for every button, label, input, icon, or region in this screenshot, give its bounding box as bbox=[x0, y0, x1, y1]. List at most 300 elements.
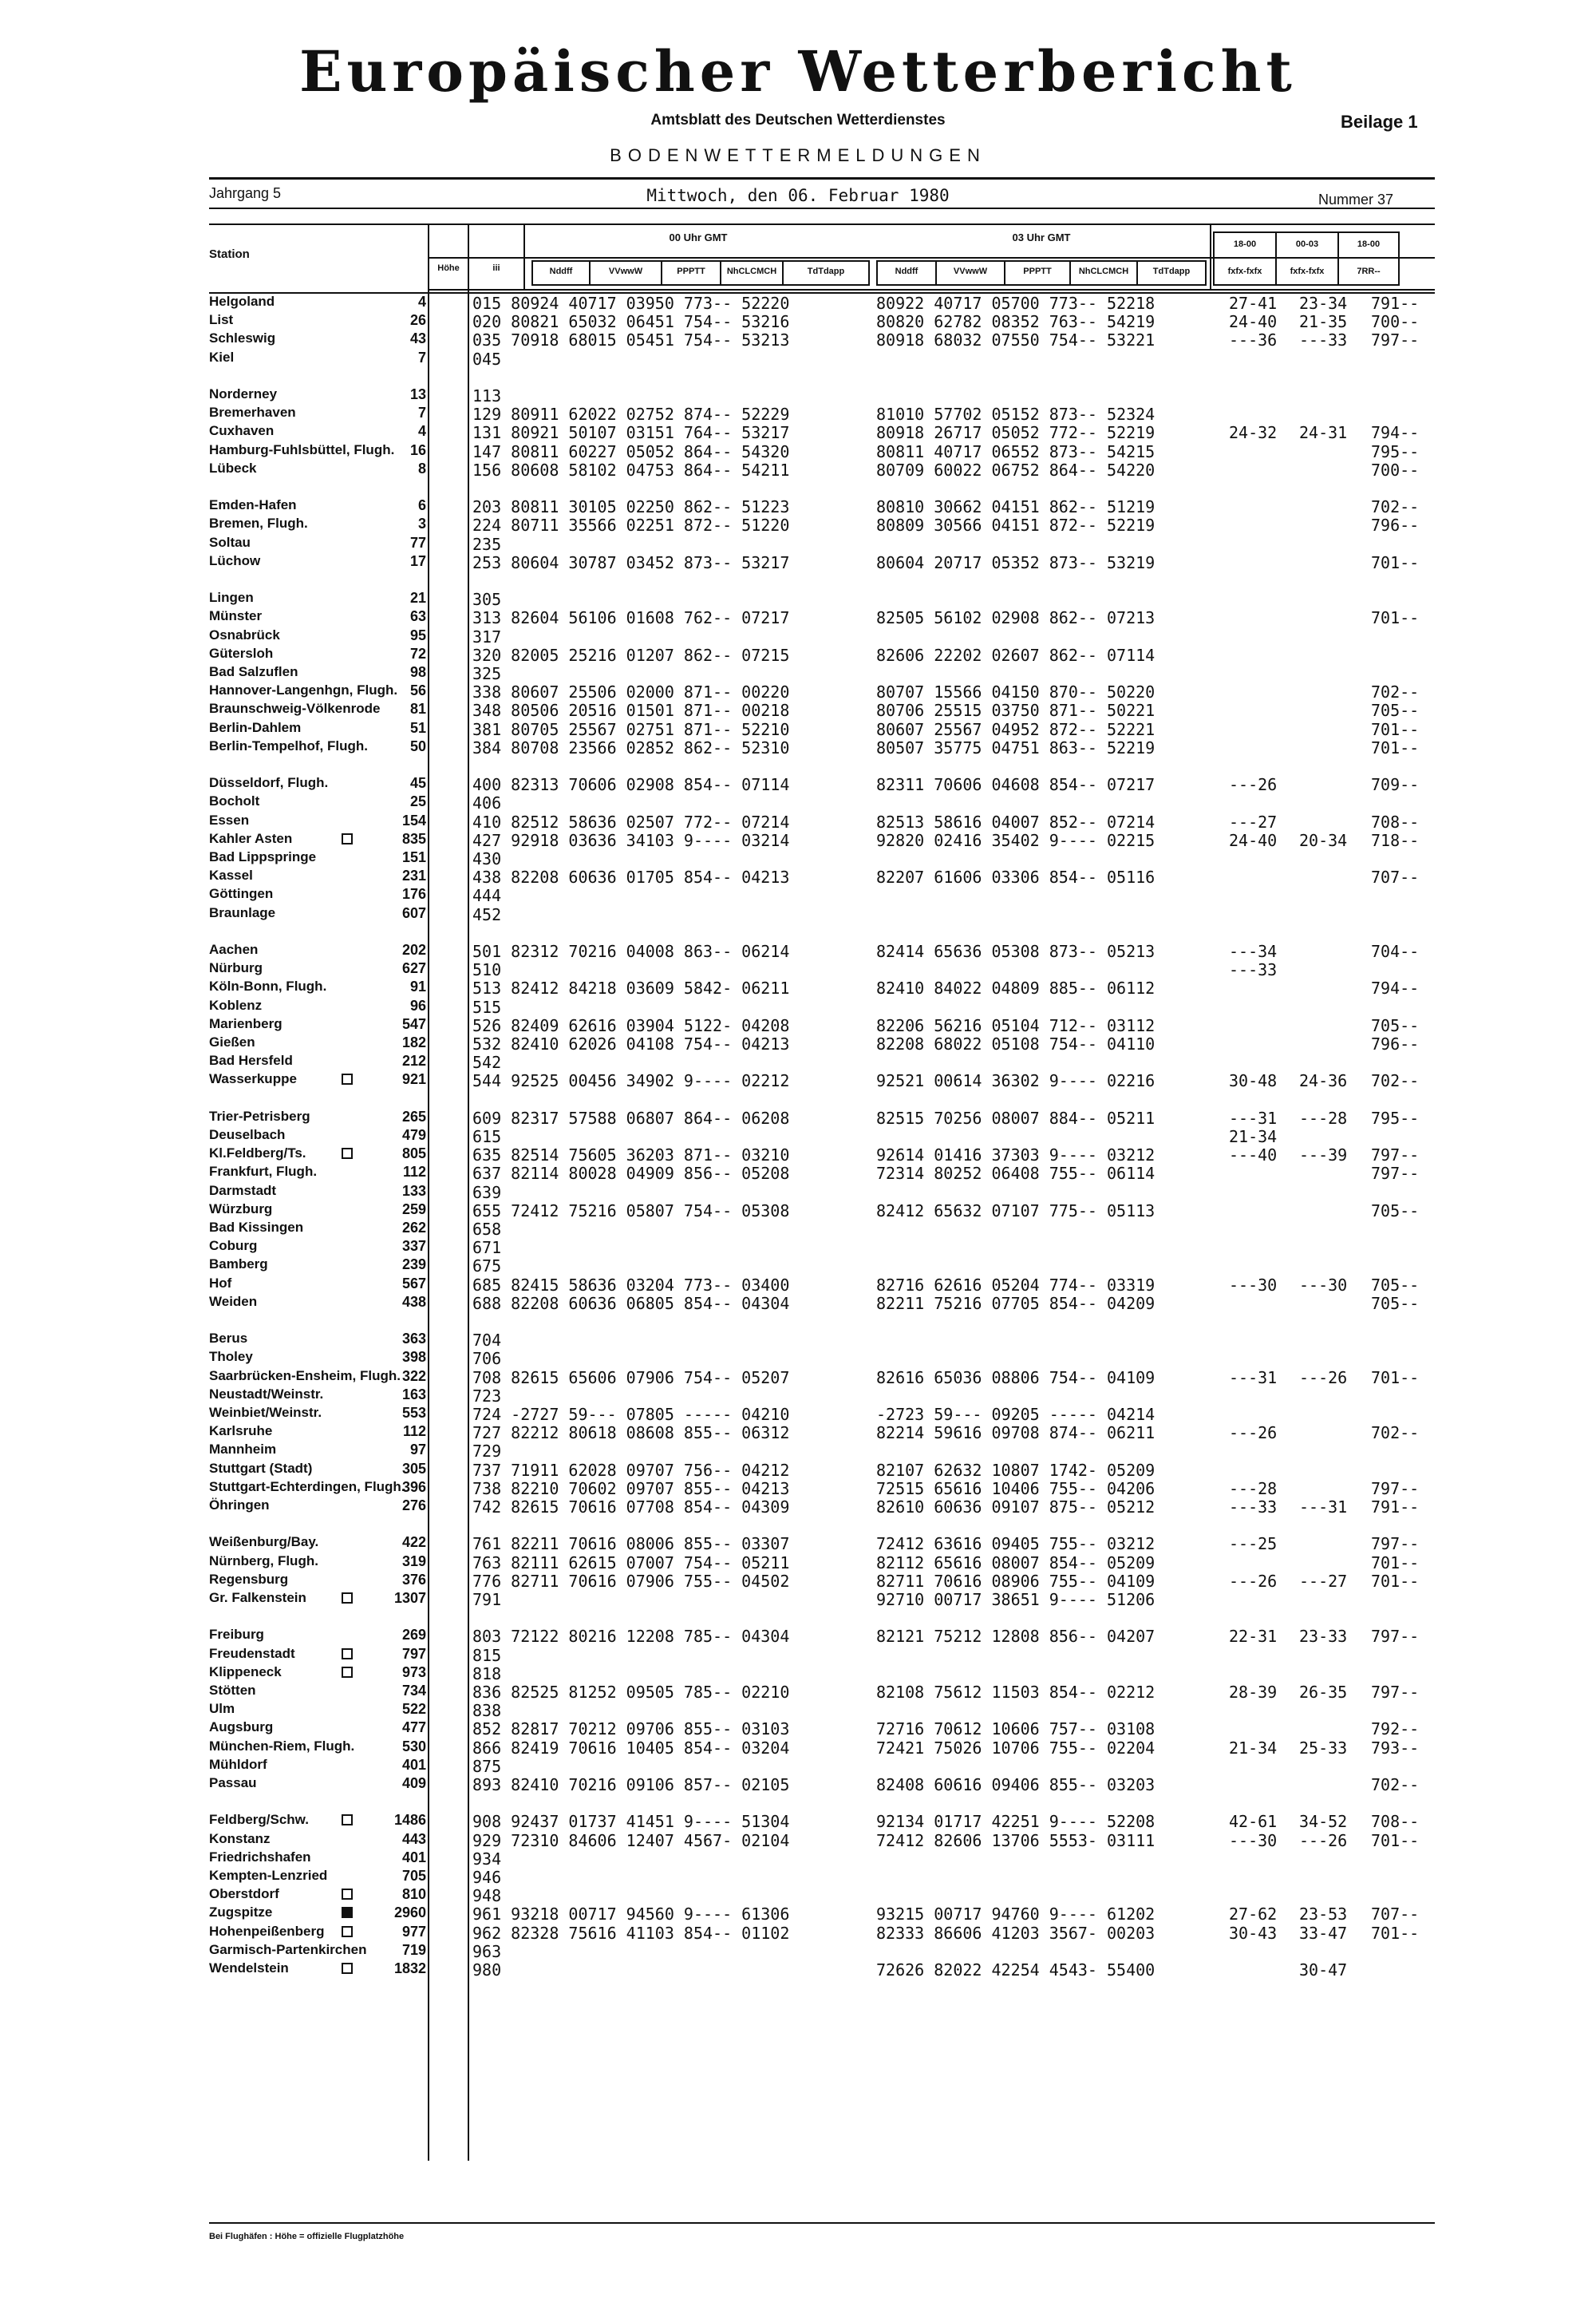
mountain-station-icon bbox=[342, 1889, 353, 1900]
gust-18-00: ---30 bbox=[1229, 1830, 1278, 1850]
station-height: 95 bbox=[409, 627, 426, 643]
obs-00-gmt: 348 80506 20516 01501 871-- 00218 bbox=[472, 701, 790, 721]
gust-00-03: 21-35 bbox=[1299, 312, 1348, 332]
obs-00-gmt: 400 82313 70606 02908 854-- 07114 bbox=[472, 775, 790, 795]
obs-03-gmt: 82711 70616 08906 755-- 04109 bbox=[876, 1571, 1156, 1591]
station-height: 477 bbox=[401, 1719, 426, 1736]
station-height: 51 bbox=[409, 719, 426, 736]
station-height: 265 bbox=[401, 1108, 426, 1125]
station-name: Kassel bbox=[209, 868, 253, 884]
header-clouds-00: NhCLCMCH bbox=[726, 267, 777, 276]
obs-00-gmt: 156 80608 58102 04753 864-- 54211 bbox=[472, 460, 790, 480]
station-name: Stötten bbox=[209, 1683, 256, 1698]
obs-03-gmt: 82610 60636 09107 875-- 05212 bbox=[876, 1497, 1156, 1517]
obs-03-gmt: 82616 65036 08806 754-- 04109 bbox=[876, 1367, 1156, 1387]
station-height: 91 bbox=[409, 979, 426, 995]
station-name: Bad Kissingen bbox=[209, 1220, 304, 1235]
obs-03-gmt: 82505 56102 02908 862-- 07213 bbox=[876, 608, 1156, 628]
station-name: Braunlage bbox=[209, 904, 276, 920]
rain-18-00: 797-- bbox=[1371, 1627, 1420, 1647]
gust-18-00: 28-39 bbox=[1229, 1683, 1278, 1702]
header-station: Station bbox=[209, 247, 250, 261]
rain-18-00: 700-- bbox=[1371, 460, 1420, 480]
station-name: Stuttgart (Stadt) bbox=[209, 1460, 313, 1476]
station-height: 262 bbox=[401, 1220, 426, 1236]
rain-18-00: 797-- bbox=[1371, 1145, 1420, 1165]
obs-00-gmt: 929 72310 84606 12407 4567- 02104 bbox=[472, 1830, 790, 1850]
station-height: 443 bbox=[401, 1830, 426, 1847]
station-height: 26 bbox=[409, 312, 426, 329]
gust-18-00: 22-31 bbox=[1229, 1627, 1278, 1647]
obs-00-gmt: 325 bbox=[472, 664, 502, 683]
obs-00-gmt: 544 92525 00456 34902 9---- 02212 bbox=[472, 1071, 790, 1091]
gust-18-00: 27-41 bbox=[1229, 294, 1278, 313]
rain-18-00: 797-- bbox=[1371, 330, 1420, 350]
rain-18-00: 702-- bbox=[1371, 497, 1420, 517]
mountain-station-icon bbox=[342, 1963, 353, 1974]
obs-00-gmt: 035 70918 68015 05451 754-- 53213 bbox=[472, 330, 790, 350]
obs-03-gmt: 72412 82606 13706 5553- 03111 bbox=[876, 1830, 1156, 1850]
obs-00-gmt: 706 bbox=[472, 1349, 502, 1369]
station-name: Berlin-Tempelhof, Flugh. bbox=[209, 738, 368, 753]
gust-18-00: ---25 bbox=[1229, 1534, 1278, 1554]
obs-03-gmt: 82208 68022 05108 754-- 04110 bbox=[876, 1034, 1156, 1054]
station-height: 921 bbox=[401, 1071, 426, 1088]
obs-03-gmt: 82121 75212 12808 856-- 04207 bbox=[876, 1627, 1156, 1647]
station-name: Aachen bbox=[209, 942, 259, 957]
obs-00-gmt: 639 bbox=[472, 1182, 502, 1202]
rain-18-00: 794-- bbox=[1371, 423, 1420, 443]
station-name: Nürnberg, Flugh. bbox=[209, 1552, 318, 1568]
station-name: Mannheim bbox=[209, 1442, 277, 1458]
rain-18-00: 791-- bbox=[1371, 294, 1420, 313]
gust-18-00: 24-40 bbox=[1229, 312, 1278, 332]
gust-18-00: ---26 bbox=[1229, 1423, 1278, 1443]
obs-03-gmt: 72515 65616 10406 755-- 04206 bbox=[876, 1478, 1156, 1498]
station-name: Neustadt/Weinstr. bbox=[209, 1386, 324, 1402]
obs-00-gmt: 427 92918 03636 34103 9---- 03214 bbox=[472, 830, 790, 850]
obs-03-gmt: 92614 01416 37303 9---- 03212 bbox=[876, 1145, 1156, 1165]
obs-00-gmt: 961 93218 00717 94560 9---- 61306 bbox=[472, 1904, 790, 1924]
station-name: List bbox=[209, 312, 234, 328]
obs-00-gmt: 320 82005 25216 01207 862-- 07215 bbox=[472, 645, 790, 665]
station-height: 269 bbox=[401, 1627, 426, 1643]
rain-18-00: 701-- bbox=[1371, 1552, 1420, 1572]
station-name: Augsburg bbox=[209, 1719, 274, 1735]
header-clouds-03: NhCLCMCH bbox=[1078, 267, 1129, 276]
header-dewpoint-00: TdTdapp bbox=[807, 267, 845, 276]
gust-00-03: 34-52 bbox=[1299, 1812, 1348, 1832]
obs-00-gmt: 723 bbox=[472, 1386, 502, 1406]
obs-00-gmt: 224 80711 35566 02251 872-- 51220 bbox=[472, 516, 790, 536]
station-height: 7 bbox=[417, 349, 426, 366]
station-height: 112 bbox=[402, 1423, 426, 1440]
obs-03-gmt: 80607 25567 04952 872-- 52221 bbox=[876, 719, 1156, 739]
station-height: 547 bbox=[401, 1015, 426, 1032]
obs-03-gmt: 72412 63616 09405 755-- 03212 bbox=[876, 1534, 1156, 1554]
station-name: Klippeneck bbox=[209, 1663, 282, 1679]
station-height: 13 bbox=[409, 386, 426, 402]
obs-00-gmt: 020 80821 65032 06451 754-- 53216 bbox=[472, 312, 790, 332]
obs-00-gmt: 131 80921 50107 03151 764-- 53217 bbox=[472, 423, 790, 443]
station-name: Freudenstadt bbox=[209, 1645, 295, 1661]
obs-00-gmt: 948 bbox=[472, 1886, 502, 1906]
station-height: 151 bbox=[401, 849, 426, 865]
obs-03-gmt: 80811 40717 06552 873-- 54215 bbox=[876, 441, 1156, 461]
gust-00-03: 23-53 bbox=[1299, 1904, 1348, 1924]
station-height: 973 bbox=[401, 1663, 426, 1680]
station-height: 363 bbox=[401, 1331, 426, 1347]
obs-00-gmt: 815 bbox=[472, 1645, 502, 1665]
station-height: 45 bbox=[409, 775, 426, 792]
gust-18-00: ---33 bbox=[1229, 1497, 1278, 1517]
rain-18-00: 705-- bbox=[1371, 1015, 1420, 1035]
gust-00-03: 33-47 bbox=[1299, 1923, 1348, 1943]
station-name: Zugspitze bbox=[209, 1904, 273, 1920]
station-name: Weiden bbox=[209, 1293, 258, 1309]
rain-18-00: 797-- bbox=[1371, 1534, 1420, 1554]
obs-03-gmt: 72314 80252 06408 755-- 06114 bbox=[876, 1164, 1156, 1184]
station-name: Deuselbach bbox=[209, 1127, 286, 1142]
obs-00-gmt: 685 82415 58636 03204 773-- 03400 bbox=[472, 1275, 790, 1295]
footnote: Bei Flughäfen : Höhe = offizielle Flugplatzhöhe bbox=[209, 2232, 405, 2241]
station-height: 276 bbox=[401, 1497, 426, 1513]
gust-00-03: ---33 bbox=[1299, 330, 1348, 350]
gust-00-03: 20-34 bbox=[1299, 830, 1348, 850]
rain-18-00: 705-- bbox=[1371, 1200, 1420, 1220]
station-name: Lüchow bbox=[209, 552, 261, 568]
station-height: 63 bbox=[409, 608, 426, 625]
station-height: 567 bbox=[401, 1275, 426, 1291]
station-name: Bamberg bbox=[209, 1256, 268, 1272]
station-height: 522 bbox=[401, 1701, 426, 1718]
station-height: 1307 bbox=[393, 1590, 426, 1606]
header-fx-1: fxfx-fxfx bbox=[1227, 267, 1262, 276]
obs-00-gmt: 045 bbox=[472, 349, 502, 369]
obs-03-gmt: 82513 58616 04007 852-- 07214 bbox=[876, 812, 1156, 832]
rain-18-00: 701-- bbox=[1371, 1367, 1420, 1387]
station-height: 239 bbox=[401, 1256, 426, 1273]
station-name: Marienberg bbox=[209, 1015, 282, 1031]
station-name: Kempten-Lenzried bbox=[209, 1868, 328, 1883]
obs-00-gmt: 818 bbox=[472, 1663, 502, 1683]
rain-18-00: 793-- bbox=[1371, 1738, 1420, 1758]
station-name: Würzburg bbox=[209, 1200, 273, 1216]
header-03-gmt: 03 Uhr GMT bbox=[1012, 231, 1071, 243]
station-name: Coburg bbox=[209, 1238, 258, 1254]
obs-00-gmt: 763 82111 62615 07007 754-- 05211 bbox=[472, 1552, 790, 1572]
mountain-station-icon bbox=[342, 1926, 353, 1937]
station-name: Bremerhaven bbox=[209, 405, 296, 421]
station-height: 133 bbox=[401, 1182, 426, 1199]
obs-00-gmt: 501 82312 70216 04008 863-- 06214 bbox=[472, 942, 790, 961]
obs-00-gmt: 542 bbox=[472, 1053, 502, 1073]
gust-18-00: 30-43 bbox=[1229, 1923, 1278, 1943]
header-7rr: 7RR-- bbox=[1357, 267, 1381, 276]
station-height: 398 bbox=[401, 1349, 426, 1366]
station-height: 2960 bbox=[393, 1904, 426, 1921]
rain-18-00: 709-- bbox=[1371, 775, 1420, 795]
obs-00-gmt: 637 82114 80028 04909 856-- 05208 bbox=[472, 1164, 790, 1184]
obs-00-gmt: 203 80811 30105 02250 862-- 51223 bbox=[472, 497, 790, 517]
gust-18-00: 27-62 bbox=[1229, 1904, 1278, 1924]
obs-03-gmt: 72421 75026 10706 755-- 02204 bbox=[876, 1738, 1156, 1758]
obs-03-gmt: 82414 65636 05308 873-- 05213 bbox=[876, 942, 1156, 961]
rain-18-00: 701-- bbox=[1371, 719, 1420, 739]
station-name: Bremen, Flugh. bbox=[209, 516, 308, 532]
rain-18-00: 792-- bbox=[1371, 1719, 1420, 1739]
station-height: 977 bbox=[401, 1923, 426, 1940]
obs-00-gmt: 708 82615 65606 07906 754-- 05207 bbox=[472, 1367, 790, 1387]
obs-03-gmt: 82412 65632 07107 775-- 05113 bbox=[876, 1200, 1156, 1220]
obs-00-gmt: 908 92437 01737 41451 9---- 51304 bbox=[472, 1812, 790, 1832]
station-name: Norderney bbox=[209, 386, 278, 401]
station-height: 409 bbox=[401, 1775, 426, 1791]
station-height: 734 bbox=[401, 1683, 426, 1699]
obs-00-gmt: 113 bbox=[472, 386, 502, 405]
station-name: Friedrichshafen bbox=[209, 1849, 311, 1865]
rain-18-00: 702-- bbox=[1371, 1071, 1420, 1091]
obs-00-gmt: 510 bbox=[472, 960, 502, 980]
station-name: Garmisch-Partenkirchen bbox=[209, 1941, 367, 1957]
station-height: 719 bbox=[401, 1941, 426, 1958]
gust-18-00: 24-32 bbox=[1229, 423, 1278, 443]
header-rain-18-00: 18-00 bbox=[1357, 239, 1381, 249]
station-name: Köln-Bonn, Flugh. bbox=[209, 979, 327, 995]
gust-18-00: ---27 bbox=[1229, 812, 1278, 832]
gust-18-00: ---40 bbox=[1229, 1145, 1278, 1165]
gust-18-00: 30-48 bbox=[1229, 1071, 1278, 1091]
obs-03-gmt: 80706 25515 03750 871-- 50221 bbox=[876, 701, 1156, 721]
obs-03-gmt: 82515 70256 08007 884-- 05211 bbox=[876, 1108, 1156, 1128]
station-height: 376 bbox=[401, 1571, 426, 1588]
obs-00-gmt: 452 bbox=[472, 904, 502, 924]
obs-00-gmt: 761 82211 70616 08006 855-- 03307 bbox=[472, 1534, 790, 1554]
obs-03-gmt: 82333 86606 41203 3567- 00203 bbox=[876, 1923, 1156, 1943]
station-height: 112 bbox=[402, 1164, 426, 1181]
station-name: Kl.Feldberg/Ts. bbox=[209, 1145, 306, 1161]
station-height: 4 bbox=[417, 423, 426, 440]
obs-03-gmt: 80918 68032 07550 754-- 53221 bbox=[876, 330, 1156, 350]
obs-00-gmt: 776 82711 70616 07906 755-- 04502 bbox=[472, 1571, 790, 1591]
station-name: Wasserkuppe bbox=[209, 1071, 297, 1087]
obs-00-gmt: 317 bbox=[472, 627, 502, 647]
gust-18-00: 42-61 bbox=[1229, 1812, 1278, 1832]
station-height: 16 bbox=[409, 441, 426, 458]
obs-03-gmt: 82206 56216 05104 712-- 03112 bbox=[876, 1015, 1156, 1035]
obs-03-gmt: 92710 00717 38651 9---- 51206 bbox=[876, 1590, 1156, 1609]
station-name: Emden-Hafen bbox=[209, 497, 297, 513]
obs-03-gmt: 93215 00717 94760 9---- 61202 bbox=[876, 1904, 1156, 1924]
col-divider-iii bbox=[468, 225, 469, 2161]
station-height: 322 bbox=[401, 1367, 426, 1384]
station-height: 401 bbox=[401, 1756, 426, 1773]
station-height: 810 bbox=[401, 1886, 426, 1903]
gust-00-03: ---27 bbox=[1299, 1571, 1348, 1591]
rule-bottom bbox=[209, 2222, 1435, 2224]
rain-18-00: 796-- bbox=[1371, 1034, 1420, 1054]
obs-03-gmt: 80922 40717 05700 773-- 52218 bbox=[876, 294, 1156, 313]
obs-00-gmt: 253 80604 30787 03452 873-- 53217 bbox=[472, 552, 790, 572]
station-name: Saarbrücken-Ensheim, Flugh. bbox=[209, 1367, 401, 1383]
station-height: 805 bbox=[401, 1145, 426, 1162]
station-name: Konstanz bbox=[209, 1830, 271, 1846]
page-title: Europäischer Wetterbericht bbox=[299, 38, 1297, 105]
obs-00-gmt: 406 bbox=[472, 793, 502, 813]
mountain-station-icon bbox=[342, 1814, 353, 1825]
header-00-gmt: 00 Uhr GMT bbox=[669, 231, 728, 243]
rain-18-00: 708-- bbox=[1371, 1812, 1420, 1832]
obs-00-gmt: 875 bbox=[472, 1756, 502, 1776]
obs-00-gmt: 836 82525 81252 09505 785-- 02210 bbox=[472, 1683, 790, 1702]
station-height: 530 bbox=[401, 1738, 426, 1754]
mountain-station-filled-icon bbox=[342, 1907, 353, 1918]
obs-03-gmt: 82108 75612 11503 854-- 02212 bbox=[876, 1683, 1156, 1702]
rain-18-00: 705-- bbox=[1371, 701, 1420, 721]
station-height: 182 bbox=[401, 1034, 426, 1050]
station-height: 337 bbox=[401, 1238, 426, 1255]
station-name: Hamburg-Fuhlsbüttel, Flugh. bbox=[209, 441, 395, 457]
rain-18-00: 701-- bbox=[1371, 608, 1420, 628]
obs-03-gmt: 82606 22202 02607 862-- 07114 bbox=[876, 645, 1156, 665]
station-name: München-Riem, Flugh. bbox=[209, 1738, 355, 1754]
station-height: 797 bbox=[401, 1645, 426, 1662]
mountain-station-icon bbox=[342, 1074, 353, 1085]
gust-18-00: ---26 bbox=[1229, 1571, 1278, 1591]
header-vvwww-03: VVwwW bbox=[953, 267, 988, 276]
station-height: 163 bbox=[401, 1386, 426, 1402]
station-height: 96 bbox=[409, 997, 426, 1014]
obs-00-gmt: 963 bbox=[472, 1941, 502, 1961]
station-name: Kahler Asten bbox=[209, 830, 293, 846]
mountain-station-icon bbox=[342, 1148, 353, 1159]
station-name: Öhringen bbox=[209, 1497, 270, 1513]
obs-03-gmt: 80918 26717 05052 772-- 52219 bbox=[876, 423, 1156, 443]
gust-18-00: 24-40 bbox=[1229, 830, 1278, 850]
station-height: 8 bbox=[417, 460, 426, 477]
gust-18-00: 21-34 bbox=[1229, 1127, 1278, 1146]
gust-18-00: ---34 bbox=[1229, 942, 1278, 961]
gust-00-03: 24-36 bbox=[1299, 1071, 1348, 1091]
station-height: 6 bbox=[417, 497, 426, 514]
obs-00-gmt: 658 bbox=[472, 1220, 502, 1239]
obs-00-gmt: 852 82817 70212 09706 855-- 03103 bbox=[472, 1719, 790, 1739]
obs-00-gmt: 384 80708 23566 02852 862-- 52310 bbox=[472, 738, 790, 757]
header-dewpoint-03: TdTdapp bbox=[1152, 267, 1191, 276]
station-name: Bad Lippspringe bbox=[209, 849, 317, 864]
station-name: Lingen bbox=[209, 590, 254, 606]
station-name: Berlin-Dahlem bbox=[209, 719, 302, 735]
rain-18-00: 701-- bbox=[1371, 738, 1420, 757]
obs-03-gmt: 80709 60022 06752 864-- 54220 bbox=[876, 460, 1156, 480]
station-height: 154 bbox=[401, 812, 426, 829]
station-height: 305 bbox=[401, 1460, 426, 1477]
nummer-label: Nummer 37 bbox=[1318, 192, 1394, 208]
station-name: Soltau bbox=[209, 534, 251, 550]
station-height: 422 bbox=[401, 1534, 426, 1551]
obs-00-gmt: 671 bbox=[472, 1238, 502, 1258]
station-height: 56 bbox=[409, 682, 426, 699]
station-name: Hohenpeißenberg bbox=[209, 1923, 325, 1939]
station-name: Düsseldorf, Flugh. bbox=[209, 775, 329, 791]
station-height: 50 bbox=[409, 738, 426, 754]
obs-03-gmt: 80809 30566 04151 872-- 52219 bbox=[876, 516, 1156, 536]
station-height: 479 bbox=[401, 1127, 426, 1143]
gust-18-00: ---31 bbox=[1229, 1108, 1278, 1128]
header-gust-00-03: 00-03 bbox=[1295, 239, 1319, 249]
station-height: 72 bbox=[409, 645, 426, 662]
obs-03-gmt: 80507 35775 04751 863-- 52219 bbox=[876, 738, 1156, 757]
obs-00-gmt: 615 bbox=[472, 1127, 502, 1146]
station-name: Hof bbox=[209, 1275, 232, 1291]
obs-03-gmt: 82211 75216 07705 854-- 04209 bbox=[876, 1293, 1156, 1313]
station-name: Freiburg bbox=[209, 1627, 264, 1643]
station-height: 4 bbox=[417, 294, 426, 310]
station-height: 401 bbox=[401, 1849, 426, 1865]
obs-00-gmt: 866 82419 70616 10405 854-- 03204 bbox=[472, 1738, 790, 1758]
rule-mid bbox=[209, 208, 1435, 209]
obs-00-gmt: 688 82208 60636 06805 854-- 04304 bbox=[472, 1293, 790, 1313]
station-height: 97 bbox=[409, 1442, 426, 1458]
station-height: 259 bbox=[401, 1200, 426, 1217]
obs-03-gmt: 72716 70612 10606 757-- 03108 bbox=[876, 1719, 1156, 1739]
station-name: Trier-Petrisberg bbox=[209, 1108, 310, 1124]
jahrgang-label: Jahrgang 5 bbox=[209, 185, 282, 201]
mountain-station-icon bbox=[342, 1667, 353, 1678]
gust-00-03: 26-35 bbox=[1299, 1683, 1348, 1702]
obs-00-gmt: 803 72122 80216 12208 785-- 04304 bbox=[472, 1627, 790, 1647]
station-name: Helgoland bbox=[209, 294, 275, 309]
gust-00-03: ---26 bbox=[1299, 1367, 1348, 1387]
subtitle: Amtsblatt des Deutschen Wetterdienstes bbox=[650, 112, 946, 129]
station-name: Essen bbox=[209, 812, 250, 828]
header-ppptt-03: PPPTT bbox=[1023, 267, 1052, 276]
header-iii: iii bbox=[492, 263, 500, 273]
station-name: Nürburg bbox=[209, 960, 263, 976]
obs-03-gmt: 92521 00614 36302 9---- 02216 bbox=[876, 1071, 1156, 1091]
station-name: Berus bbox=[209, 1331, 248, 1347]
rain-18-00: 701-- bbox=[1371, 1923, 1420, 1943]
station-height: 25 bbox=[409, 793, 426, 810]
obs-00-gmt: 381 80705 25567 02751 871-- 52210 bbox=[472, 719, 790, 739]
obs-03-gmt: 82311 70606 04608 854-- 07217 bbox=[876, 775, 1156, 795]
station-name: Frankfurt, Flugh. bbox=[209, 1164, 318, 1180]
station-height: 607 bbox=[401, 904, 426, 921]
obs-00-gmt: 980 bbox=[472, 1960, 502, 1980]
station-height: 396 bbox=[401, 1478, 426, 1495]
station-height: 3 bbox=[417, 516, 426, 532]
obs-00-gmt: 430 bbox=[472, 849, 502, 868]
obs-00-gmt: 129 80911 62022 02752 874-- 52229 bbox=[472, 405, 790, 425]
mountain-station-icon bbox=[342, 833, 353, 844]
obs-00-gmt: 724 -2727 59--- 07805 ----- 04210 bbox=[472, 1405, 790, 1424]
obs-00-gmt: 934 bbox=[472, 1849, 502, 1869]
obs-03-gmt: 92820 02416 35402 9---- 02215 bbox=[876, 830, 1156, 850]
obs-00-gmt: 235 bbox=[472, 534, 502, 554]
gust-18-00: ---36 bbox=[1229, 330, 1278, 350]
station-name: Bad Hersfeld bbox=[209, 1053, 293, 1069]
header-nddff-00: Nddff bbox=[549, 267, 573, 276]
station-height: 7 bbox=[417, 405, 426, 421]
station-height: 1486 bbox=[393, 1812, 426, 1829]
station-name: Schleswig bbox=[209, 330, 276, 346]
obs-03-gmt: 82107 62632 10807 1742- 05209 bbox=[876, 1460, 1156, 1480]
rain-18-00: 704-- bbox=[1371, 942, 1420, 961]
obs-00-gmt: 655 72412 75216 05807 754-- 05308 bbox=[472, 1200, 790, 1220]
station-name: Weißenburg/Bay. bbox=[209, 1534, 319, 1550]
obs-00-gmt: 791 bbox=[472, 1590, 502, 1609]
obs-03-gmt: -2723 59--- 09205 ----- 04214 bbox=[876, 1405, 1156, 1424]
